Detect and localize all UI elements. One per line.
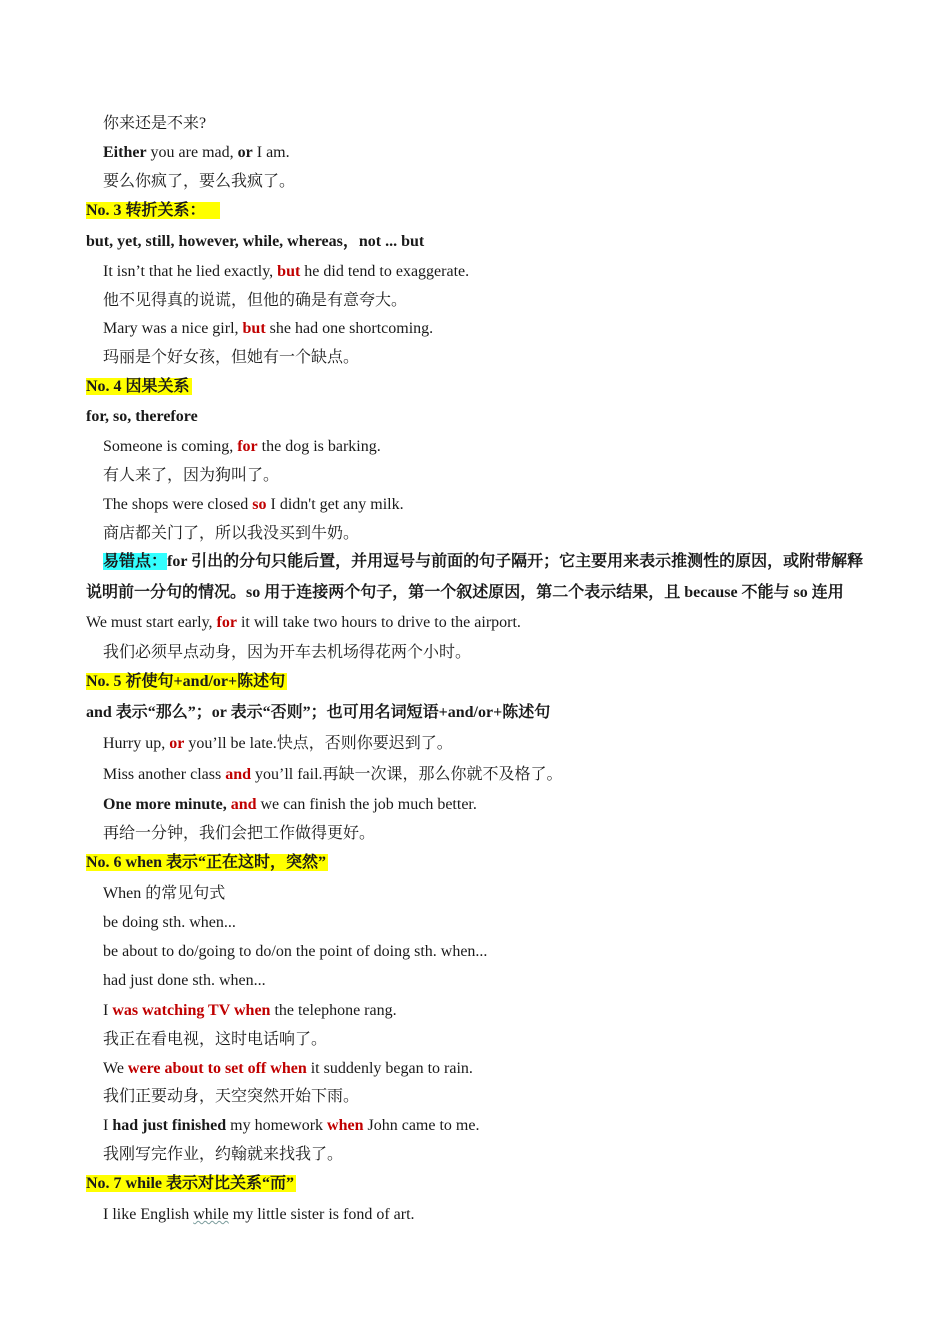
text-line: Hurry up, or you’ll be late.快点，否则你要迟到了。	[103, 735, 453, 752]
text-line: Someone is coming, for the dog is barking.	[103, 438, 381, 455]
text-line: 有人来了，因为狗叫了。	[103, 467, 280, 484]
text-line: 商店都关门了，所以我没买到牛奶。	[103, 525, 360, 542]
text-line: 玛丽是个好女孩，但她有一个缺点。	[103, 349, 360, 366]
text-line: I was watching TV when the telephone rang.	[103, 1002, 397, 1019]
text-line: I like English while my little sister is fond of art.	[103, 1206, 415, 1223]
text-line: 我们必须早点动身，因为开车去机场得花两个小时。	[103, 644, 472, 661]
section-heading-4: No. 4 因果关系	[86, 378, 190, 395]
section-heading-5: No. 5 祈使句+and/or+陈述句	[86, 673, 286, 690]
text-line: 再给一分钟，我们会把工作做得更好。	[103, 825, 376, 842]
text-line: I had just finished my homework when John came to me.	[103, 1117, 480, 1134]
text-line: 我刚写完作业，约翰就来找我了。	[103, 1146, 344, 1163]
text-line: Mary was a nice girl, but she had one shortcoming.	[103, 320, 434, 337]
text-line: 我正在看电视，这时电话响了。	[103, 1031, 328, 1048]
text-line: be doing sth. when...	[103, 914, 236, 931]
text-line: When 的常见句式	[103, 885, 226, 902]
text-line: It isn’t that he lied exactly, but he did tend to exaggerate.	[103, 263, 470, 280]
section-heading-3: No. 3 转折关系：	[86, 200, 220, 222]
keywords-line: but, yet, still, however, while, whereas，not ... but	[86, 233, 425, 250]
text-line: 我们正要动身，天空突然开始下雨。	[103, 1088, 360, 1105]
pitfall-paragraph: 易错点：for 引出的分句只能后置，并用逗号与前面的句子隔开；它主要用来表示推测性的原因，或附带解释说明前一分句的情况。so 用于连接两个句子，第一个叙述原因，第二个表示结果，且 because 不能与 so 连用 We must start early, for it will take two hours to drive to the airport.	[86, 553, 864, 631]
text-line: 他不见得真的说谎，但他的确是有意夸大。	[103, 292, 408, 309]
text-line: One more minute, and we can finish the job much better.	[103, 796, 477, 813]
keywords-line: and 表示“那么”；or 表示“否则”；也可用名词短语+and/or+陈述句	[86, 704, 551, 721]
text-line: We were about to set off when it suddenly began to rain.	[103, 1060, 473, 1077]
text-line: had just done sth. when...	[103, 972, 266, 989]
text-line: be about to do/going to do/on the point of doing sth. when...	[103, 943, 488, 960]
text-line: The shops were closed so I didn't get any milk.	[103, 496, 404, 513]
text-line: Either you are mad, or I am.	[103, 144, 290, 161]
text-line: Miss another class and you’ll fail.再缺一次课，那么你就不及格了。	[103, 766, 563, 783]
keywords-line: for, so, therefore	[86, 408, 198, 425]
section-heading-7: No. 7 while 表示对比关系“而”	[86, 1175, 295, 1192]
text-line: 要么你疯了，要么我疯了。	[103, 173, 296, 190]
text-line: 你来还是不来?	[103, 115, 207, 132]
section-heading-6: No. 6 when 表示“正在这时，突然”	[86, 854, 327, 871]
